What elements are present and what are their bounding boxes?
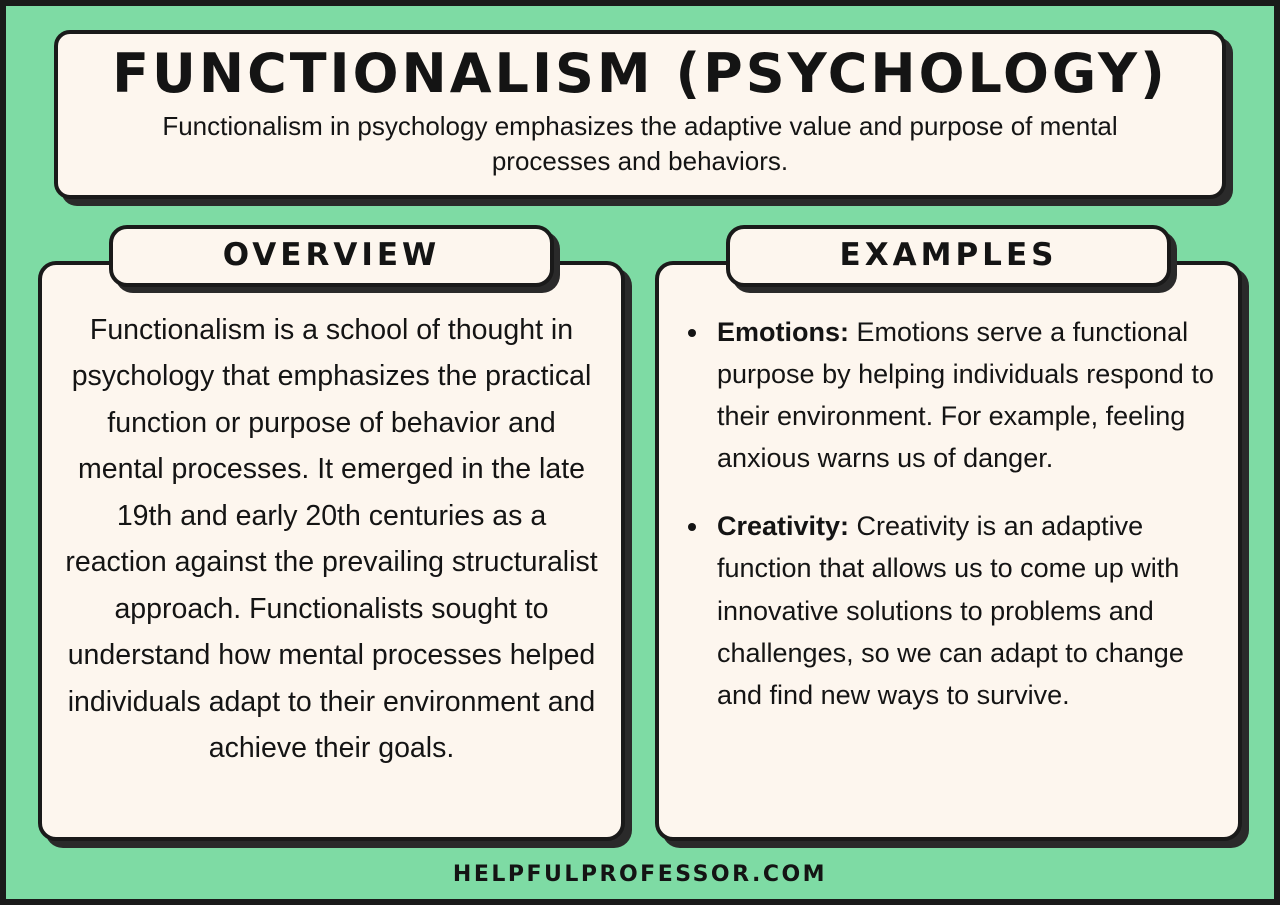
content-columns: [38, 225, 1242, 841]
overview-column: [38, 225, 625, 841]
examples-list: [681, 311, 1216, 716]
example-label: Emotions:: [717, 316, 849, 347]
overview-body-text: Functionalism is a school of thought in psychology that emphasizes the practical function or purpose of behavior and mental processes. It emerged in the late 19th and early 20th centuries as a reaction against the prevailing structuralist approach. Functionalists sought to understand how mental processes helped individuals adapt to their environment and achieve their goals.: [65, 313, 598, 764]
example-label: Creativity:: [717, 511, 850, 542]
header-card: [54, 30, 1226, 199]
example-text: Creativity is an adaptive function that allows us to come up with innovative solutions to problems and challenges, so we can adapt to change and find new ways to survive.: [717, 511, 1184, 710]
overview-tab-label: OVERVIEW: [109, 225, 554, 287]
example-text: Emotions serve a functional purpose by helping individuals respond to their environment. For example, feeling anxious warns us of danger.: [717, 316, 1214, 474]
examples-panel: [655, 261, 1242, 841]
list-item: [711, 505, 1216, 716]
examples-tab-label: EXAMPLES: [726, 225, 1171, 287]
list-item: [711, 311, 1216, 479]
footer-credit: HELPFULPROFESSOR.COM: [452, 862, 828, 887]
page-subtitle: Functionalism in psychology emphasizes the adaptive value and purpose of mental processes and behaviors.: [162, 110, 1118, 176]
examples-column: [655, 225, 1242, 841]
overview-panel: [38, 261, 625, 841]
page-title: FUNCTIONALISM (PSYCHOLOGY): [112, 42, 1168, 105]
